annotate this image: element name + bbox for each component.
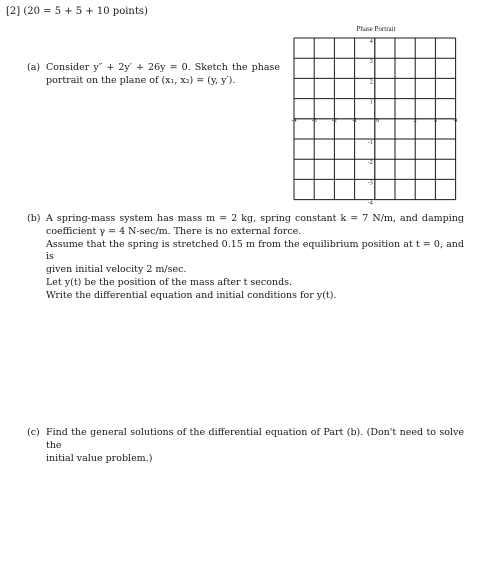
phase-portrait-grid	[288, 36, 464, 208]
part-c-text	[46, 427, 464, 465]
part-b-line-3: Assume that the spring is stretched 0.15 m from the equilibrium position at t = 0, and is	[46, 238, 464, 263]
x-tick-label: 2	[413, 117, 417, 124]
y-tick-label: 2	[369, 79, 373, 86]
x-tick-label: -1	[352, 117, 358, 124]
y-tick-label: 3	[369, 59, 373, 66]
x-tick-label: 4	[454, 117, 458, 124]
part-b-label: (b)	[27, 213, 41, 224]
part-c-label: (c)	[27, 427, 40, 438]
y-tick-label: -4	[367, 200, 373, 207]
x-tick-label: -3	[311, 117, 317, 124]
x-tick-label: -2	[331, 117, 337, 124]
part-b-line-1: A spring-mass system has mass m = 2 kg, spring constant k = 7 N/m, and damping	[46, 213, 464, 224]
x-tick-label: 3	[433, 117, 437, 124]
x-tick-label: -4	[291, 117, 297, 124]
y-tick-label: -3	[367, 180, 373, 187]
part-b-line-2: coefficient γ = 4 N-sec/m. There is no external force.	[46, 225, 302, 237]
y-tick-label: -2	[367, 160, 373, 167]
part-a-line-1: Consider y″ + 2y′ + 26y = 0. Sketch the phase	[46, 62, 280, 73]
part-a-text	[46, 62, 280, 88]
problem-header: [2] (20 = 5 + 5 + 10 points)	[6, 6, 148, 17]
part-a-line-2: portrait on the plane of (x₁, x₂) = (y, y′).	[46, 74, 236, 86]
part-b-line-6: Write the differential equation and initial conditions for y(t).	[46, 289, 337, 301]
part-b-line-5: Let y(t) be the position of the mass after t seconds.	[46, 276, 293, 288]
y-tick-label: 4	[369, 39, 373, 45]
y-tick-label: -1	[367, 140, 373, 146]
part-b-text	[46, 213, 464, 303]
part-c-line-2: initial value problem.)	[46, 452, 153, 464]
part-a-label: (a)	[27, 62, 41, 73]
phase-portrait-title: Phase Portrait	[356, 25, 396, 33]
y-tick-label: 1	[369, 99, 373, 106]
part-b-line-4: given initial velocity 2 m/sec.	[46, 264, 187, 276]
part-c-line-1: Find the general solutions of the differential equation of Part (b). (Don't need to solve the	[46, 427, 464, 451]
x-tick-label: 0	[376, 117, 380, 124]
